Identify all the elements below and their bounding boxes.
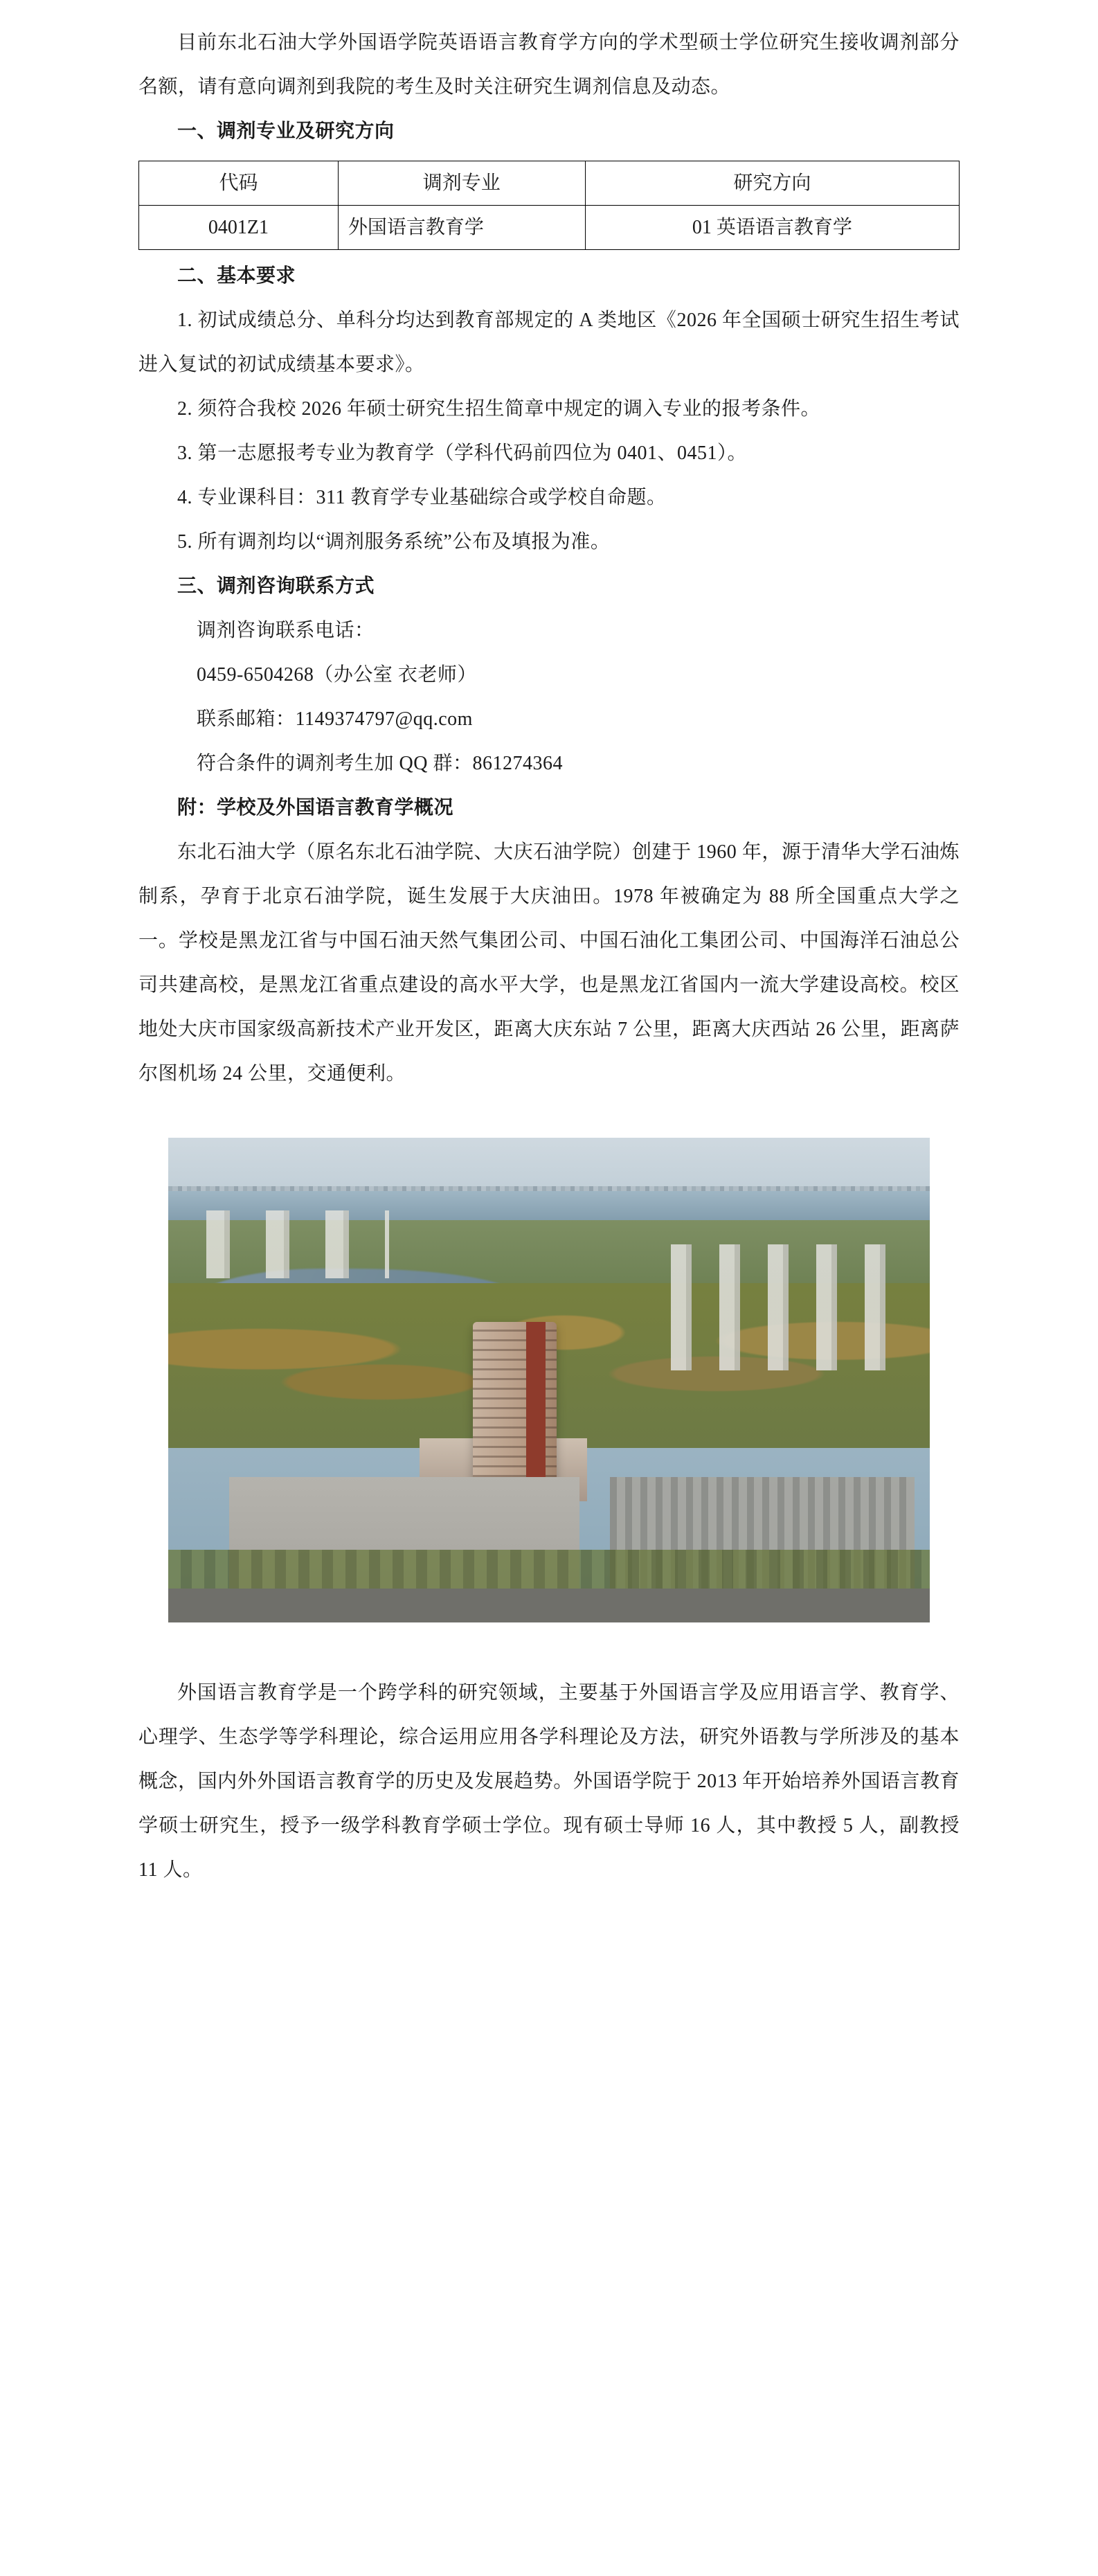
table-header-major: 调剂专业 [338, 161, 585, 206]
cell-major: 外国语言教育学 [338, 206, 585, 250]
contact-qq-group: 符合条件的调剂考生加 QQ 群：861274364 [197, 753, 563, 775]
photo-treeline [168, 1550, 930, 1593]
table-header-direction: 研究方向 [585, 161, 959, 206]
cell-code: 0401Z1 [139, 206, 339, 250]
photo-right-buildings [671, 1244, 899, 1370]
table-header-row [139, 161, 960, 206]
cell-direction: 01 英语语言教育学 [585, 206, 959, 250]
requirement-item-3: 3. 第一志愿报考专业为教育学（学科代码前四位为 0401、0451）。 [177, 442, 748, 465]
appendix-heading: 附：学校及外国语言教育学概况 [177, 797, 454, 819]
contact-phone-label: 调剂咨询联系电话： [197, 620, 375, 642]
campus-photo-container [138, 1138, 960, 1622]
photo-road [168, 1589, 930, 1622]
requirement-item-5: 5. 所有调剂均以“调剂服务系统”公布及填报为准。 [177, 531, 611, 553]
campus-aerial-photo [168, 1138, 930, 1622]
requirement-item-1: 1. 初试成绩总分、单科分均达到教育部规定的 A 类地区《2026 年全国硕士研究生招生考试进入复试的初试成绩基本要求》。 [138, 310, 960, 376]
contact-email: 联系邮箱：1149374797@qq.com [197, 708, 473, 731]
contact-phone-value: 0459-6504268（办公室 衣老师） [197, 664, 477, 686]
section-heading-1: 一、调剂专业及研究方向 [177, 120, 395, 142]
appendix-paragraph-1: 东北石油大学（原名东北石油学院、大庆石油学院）创建于 1960 年，源于清华大学石油炼制系，孕育于北京石油学院，诞生发展于大庆油田。1978 年被确定为 88 所全国重点大学之一。学校是黑龙江省与中国石油天然气集团公司、中国石油化工集团公司、中国海洋石油总公司共建高校，是黑龙江省重点建设的高水平大学，也是黑龙江省国内一流大学建设高校。校区地处大庆市国家级高新技术产业开发区，距离大庆东站 7 公里，距离大庆西站 26 公里，距离萨尔图机场 24 公里，交通便利。 [138, 841, 960, 1085]
table-header-code: 代码 [139, 161, 339, 206]
requirement-item-2: 2. 须符合我校 2026 年硕士研究生招生简章中规定的调入专业的报考条件。 [177, 398, 821, 420]
requirement-item-4: 4. 专业课科目：311 教育学专业基础综合或学校自命题。 [177, 487, 667, 509]
photo-left-buildings [206, 1210, 389, 1278]
table-row [139, 206, 960, 250]
majors-table [138, 161, 960, 250]
appendix-paragraph-2: 外国语言教育学是一个跨学科的研究领域，主要基于外国语言学及应用语言学、教育学、心理学、生态学等学科理论，综合运用应用各学科理论及方法，研究外语教与学所涉及的基本概念，国内外外国语言教育学的历史及发展趋势。外国语学院于 2013 年开始培养外国语言教育学硕士研究生，授予一级学科教育学硕士学位。现有硕士导师 16 人，其中教授 5 人，副教授 11 人。 [138, 1682, 960, 1881]
section-heading-3: 三、调剂咨询联系方式 [177, 575, 375, 598]
section-heading-2: 二、基本要求 [177, 265, 296, 287]
intro-paragraph: 目前东北石油大学外国语学院英语语言教育学方向的学术型硕士学位研究生接收调剂部分名额，请有意向调剂到我院的考生及时关注研究生调剂信息及动态。 [138, 32, 960, 98]
